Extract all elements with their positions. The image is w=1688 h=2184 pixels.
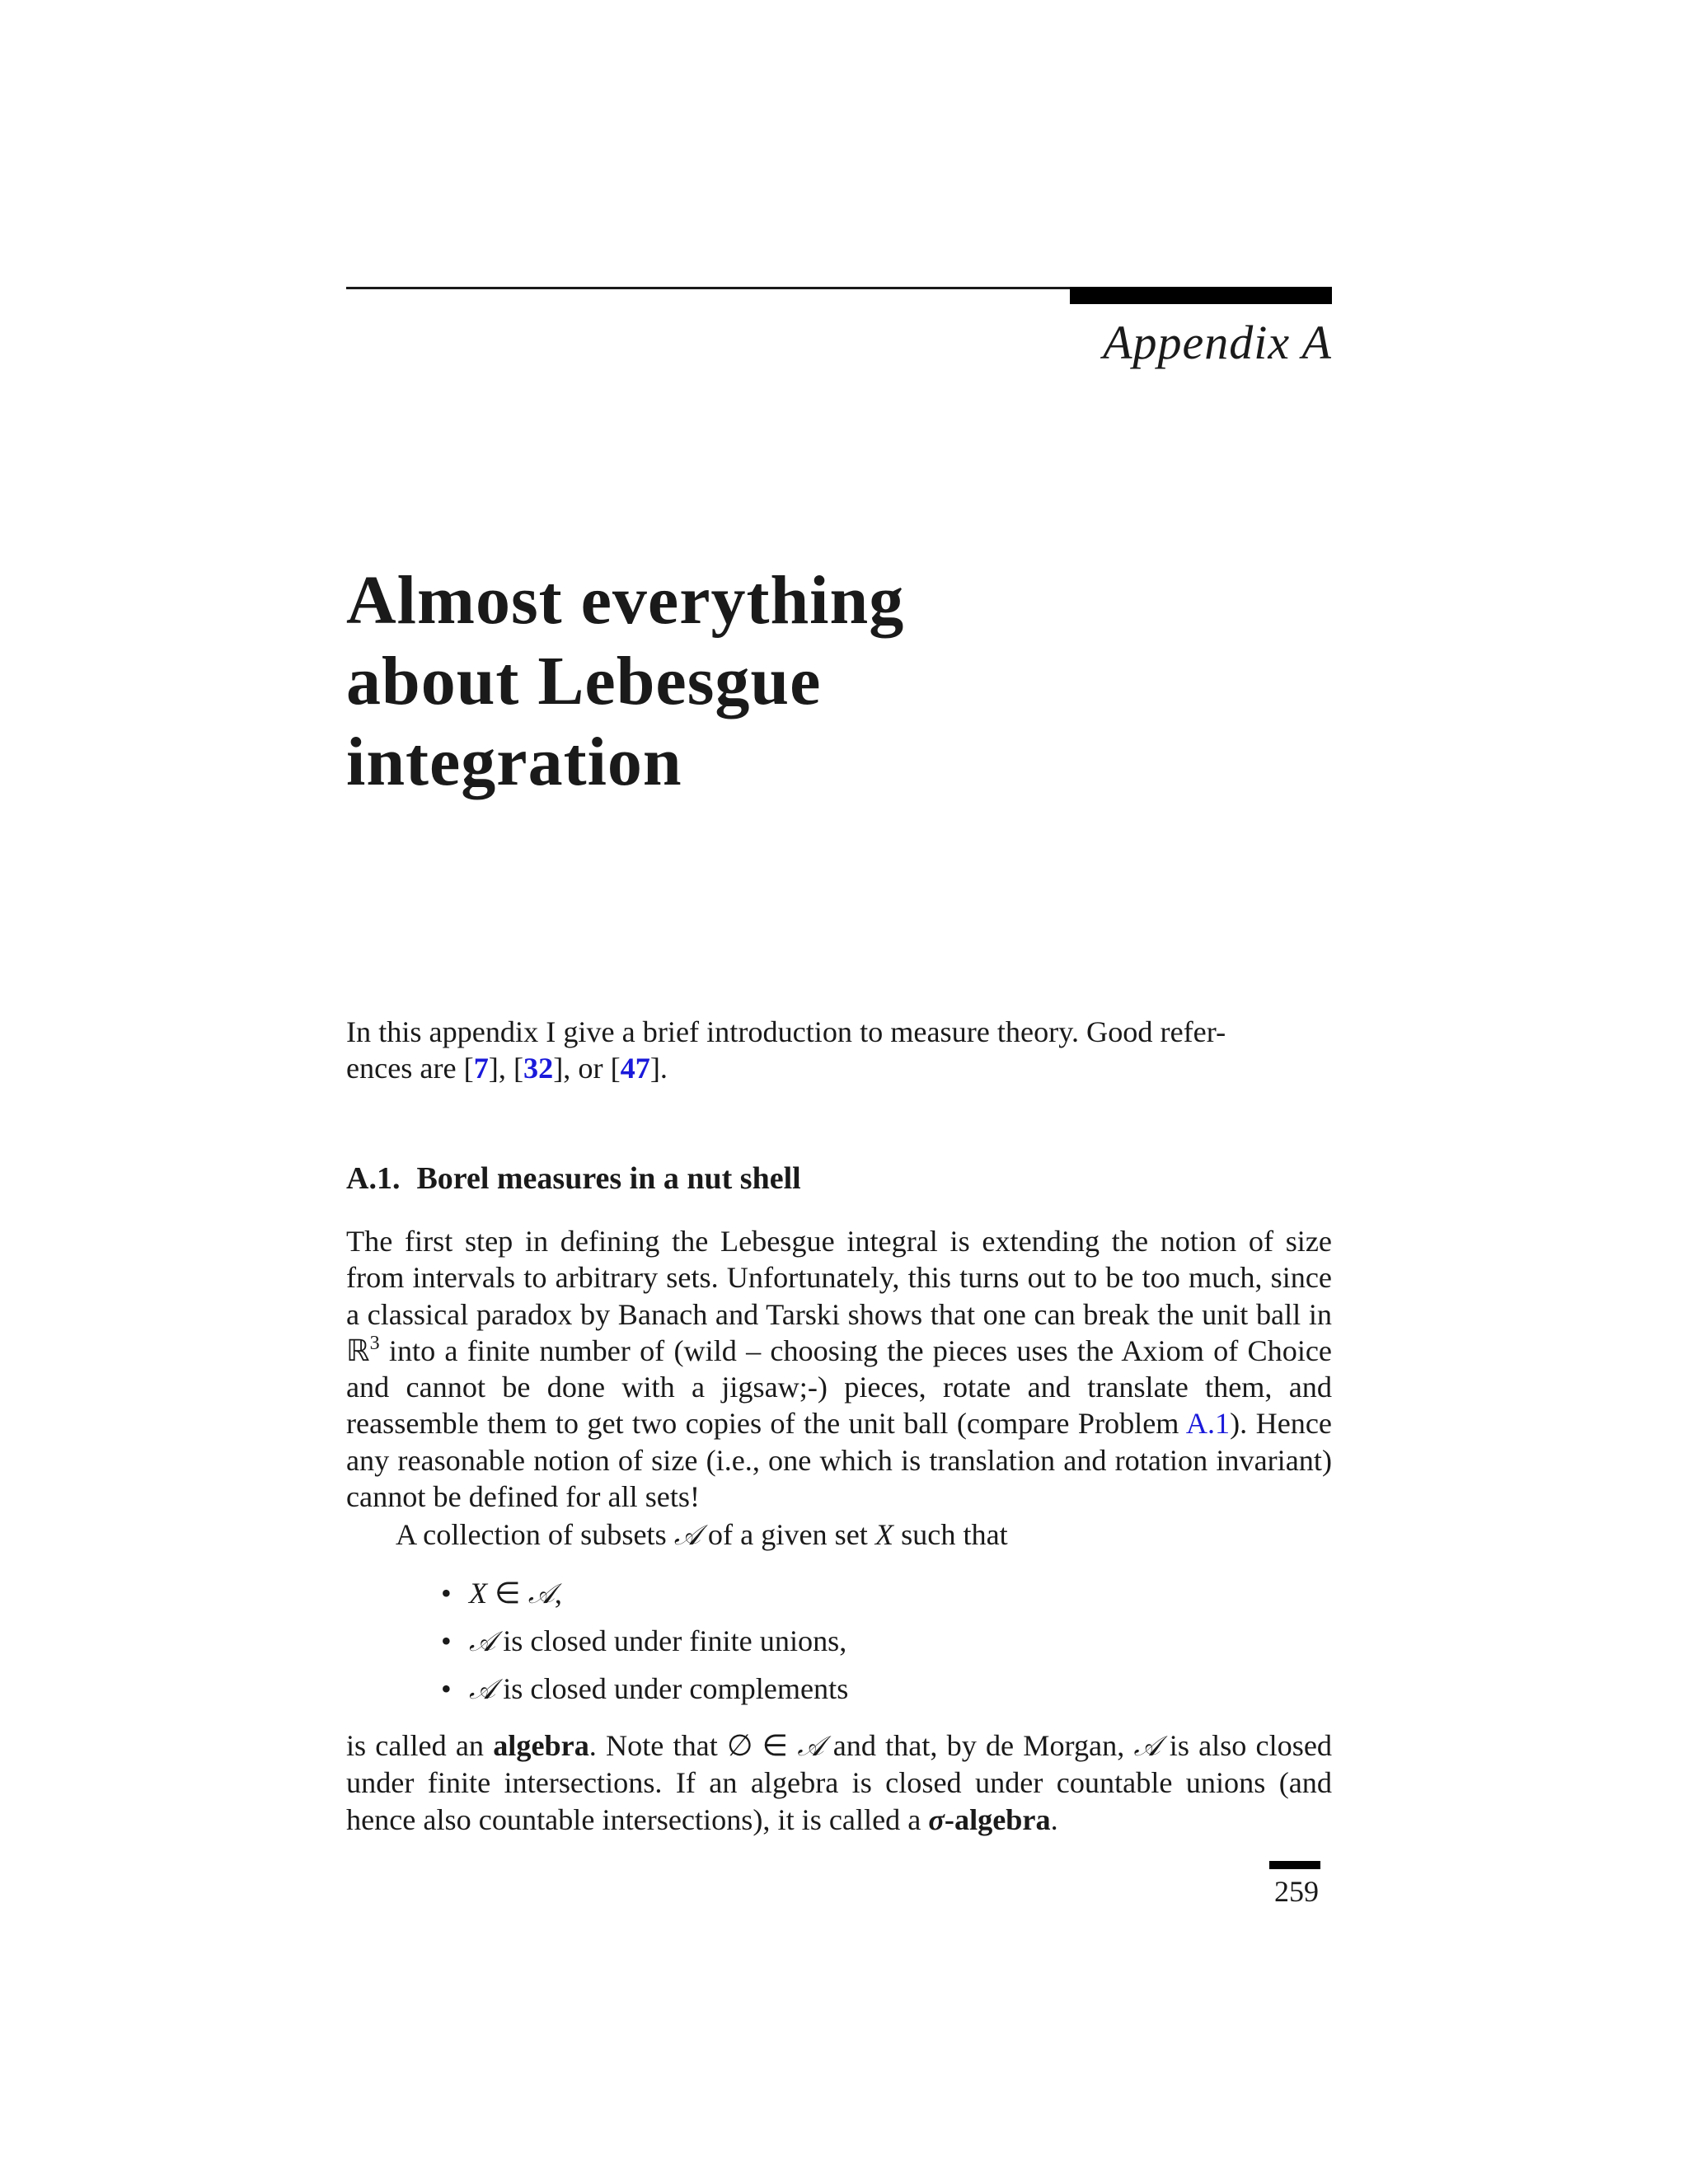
- set-x: X: [874, 1518, 894, 1551]
- item-punctuation: ,: [554, 1577, 562, 1610]
- bullet-icon: •: [441, 1577, 452, 1610]
- calligraphic-a: 𝒜: [797, 1730, 824, 1763]
- chapter-title-line-1: Almost everything: [346, 562, 905, 639]
- calligraphic-a: 𝒜: [469, 1673, 496, 1706]
- paragraph3-text-a: is called an: [346, 1729, 494, 1762]
- section-title: Borel measures in a nut shell: [416, 1161, 801, 1196]
- citation-47[interactable]: 47: [620, 1052, 650, 1085]
- list-item: [441, 1665, 848, 1713]
- calligraphic-a: 𝒜: [469, 1625, 496, 1658]
- problem-link-a1[interactable]: A.1: [1185, 1407, 1231, 1441]
- list-item: [441, 1569, 848, 1617]
- intro-line-1: In this appendix I give a brief introduction to measure theory. Good refer-: [346, 1015, 1226, 1048]
- paragraph3-text-e: .: [1050, 1802, 1058, 1836]
- paragraph3-text-b: . Note that ∅ ∈: [588, 1729, 798, 1762]
- paragraph-algebra-definition: [346, 1727, 1332, 1838]
- bullet-icon: •: [441, 1624, 452, 1657]
- real-numbers-symbol: ℝ: [346, 1333, 370, 1367]
- exponent-3: 3: [369, 1332, 380, 1354]
- chapter-title: [346, 560, 1253, 803]
- list-item: [441, 1617, 848, 1665]
- intro-line-2-suffix: .: [659, 1052, 668, 1085]
- paragraph1-text-c: ). Hence any reasonable notion of size (i.e., one which is translation and rotation invariant) cannot be defined for all sets!: [346, 1407, 1332, 1514]
- paragraph2-text-a: A collection of subsets: [396, 1518, 674, 1551]
- paragraph3-text-c: and that, by de Morgan,: [823, 1729, 1134, 1762]
- intro-sep-2: , or: [563, 1052, 611, 1085]
- paragraph-banach-tarski: [346, 1223, 1332, 1515]
- set-x: X: [469, 1577, 488, 1610]
- paragraph3-text-d: is also closed under finite intersections. If an algebra is closed under countable unions (and hence also countable intersections), it is called a: [346, 1729, 1332, 1836]
- chapter-title-line-2: about Lebesgue: [346, 643, 822, 719]
- paragraph2-text-c: such that: [893, 1518, 1008, 1551]
- element-of-symbol: ∈: [487, 1577, 528, 1610]
- paragraph1-text-a: The first step in defining the Lebesgue integral is extending the notion of size from intervals to arbitrary sets. Unfortunately, this turns out to be too much, since a classical paradox by Banach and Tarski shows that one can break the unit ball in: [346, 1225, 1332, 1331]
- intro-line-2-prefix: ences are: [346, 1052, 464, 1085]
- citation-32[interactable]: 32: [523, 1052, 554, 1085]
- term-sigma-algebra: -algebra: [944, 1802, 1051, 1836]
- footer-rule: [1269, 1861, 1320, 1869]
- paragraph2-text-b: of a given set: [700, 1518, 875, 1551]
- calligraphic-a: 𝒜: [1133, 1730, 1160, 1763]
- section-heading: [346, 1160, 801, 1197]
- calligraphic-a: 𝒜: [528, 1577, 555, 1610]
- header-rule-thick: [1070, 287, 1332, 304]
- chapter-title-line-3: integration: [346, 724, 682, 800]
- item-text: is closed under complements: [495, 1672, 849, 1705]
- sigma-symbol: σ: [928, 1802, 945, 1836]
- paragraph1-text-b: into a finite number of (wild – choosing the pieces uses the Axiom of Choice and cannot be done with a jigsaw;-) pieces, rotate and translate them, and reassemble them to get two copies of the unit ball (compare Problem: [346, 1333, 1332, 1441]
- section-number: A.1.: [346, 1161, 401, 1196]
- algebra-conditions-list: [441, 1569, 848, 1713]
- item-text: is closed under finite unions,: [495, 1624, 847, 1657]
- term-algebra: algebra: [493, 1729, 589, 1762]
- calligraphic-a: 𝒜: [673, 1519, 701, 1552]
- appendix-label: Appendix A: [1103, 316, 1332, 369]
- intro-paragraph: [346, 1014, 1332, 1087]
- intro-sep-1: ,: [498, 1052, 513, 1085]
- citation-7[interactable]: 7: [473, 1052, 489, 1085]
- page-number: 259: [1274, 1875, 1319, 1908]
- intro-line-2: ences are [7], [32], or [47].: [346, 1052, 668, 1085]
- bullet-icon: •: [441, 1672, 452, 1705]
- header-rule-thin: [346, 287, 1071, 289]
- paragraph-collection: [396, 1516, 1008, 1554]
